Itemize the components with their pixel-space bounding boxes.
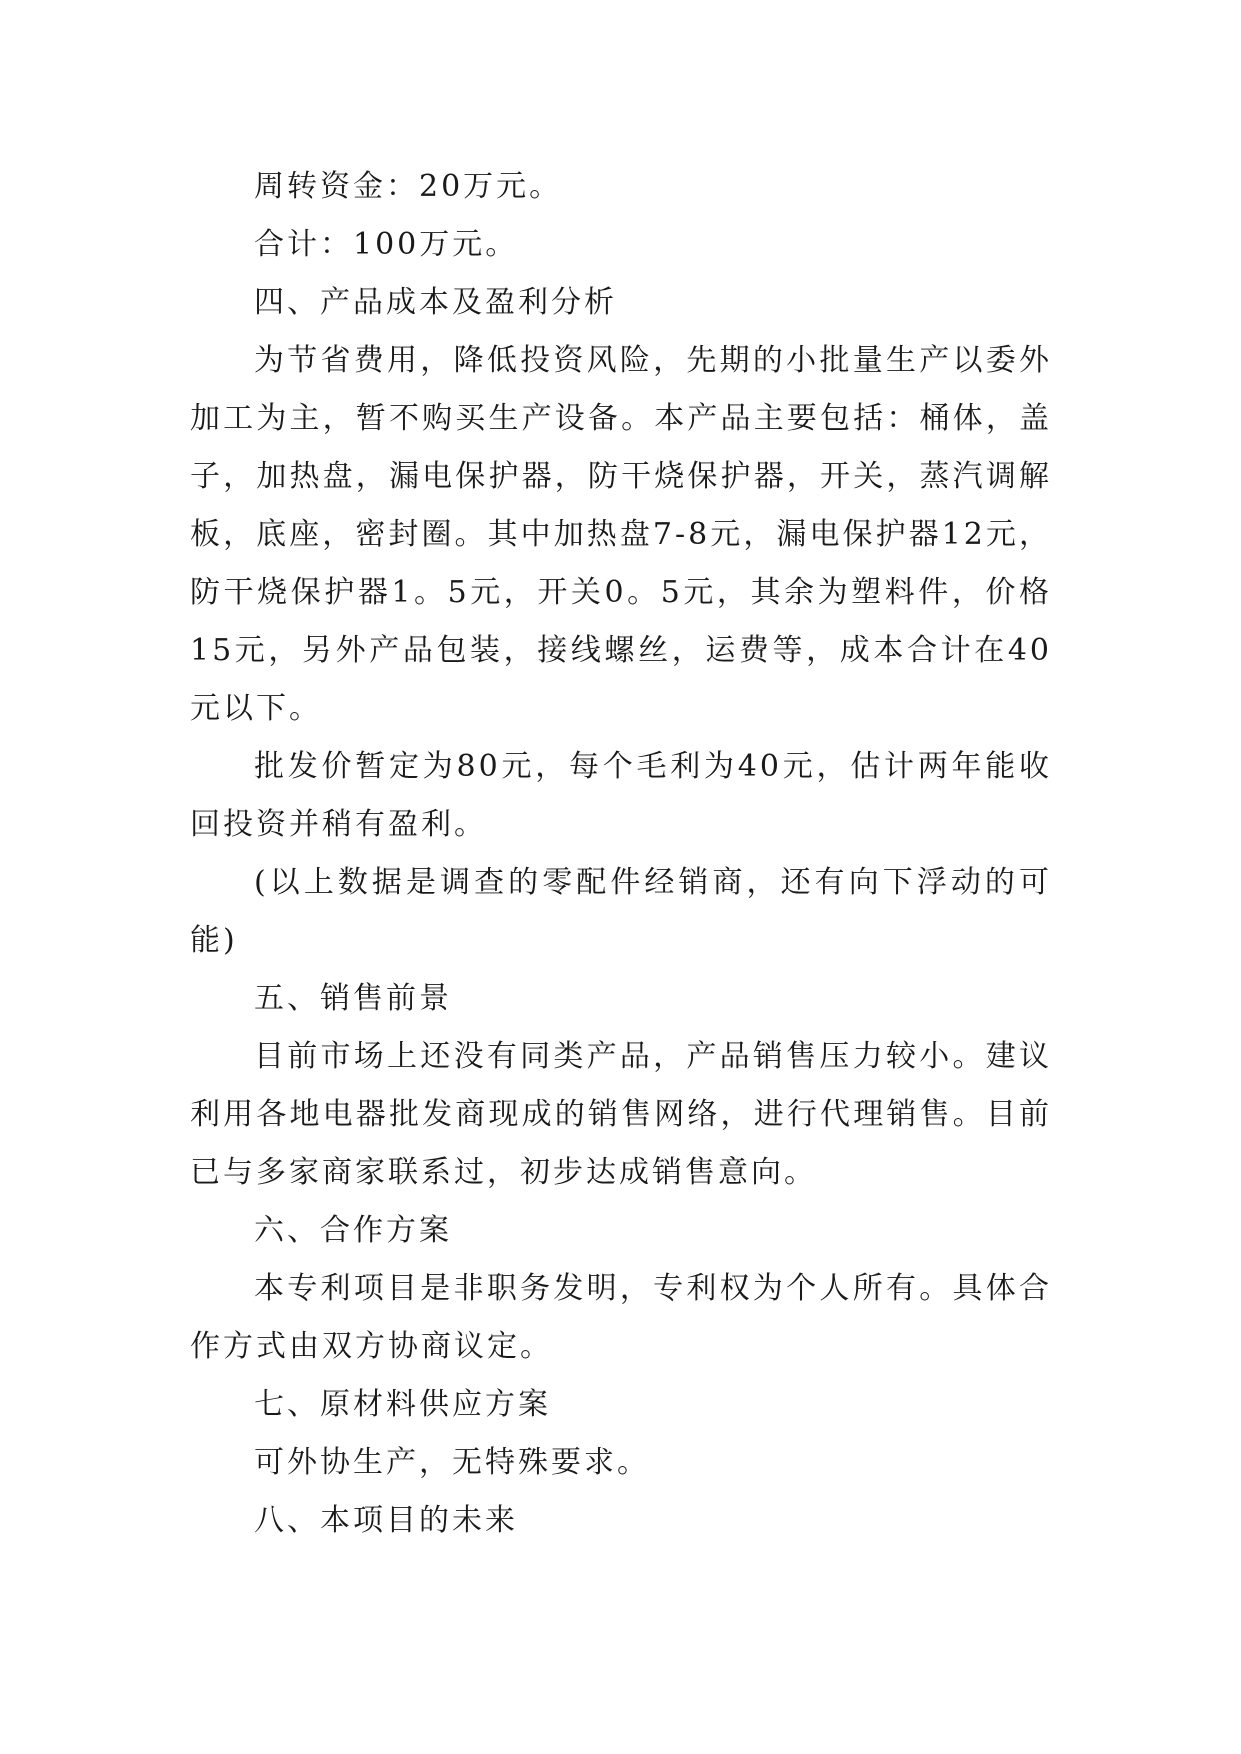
- paragraph-cooperation-plan: 本专利项目是非职务发明，专利权为个人所有。具体合作方式由双方协商议定。: [190, 1271, 1052, 1364]
- paragraph-raw-material-supply: 可外协生产，无特殊要求。: [254, 1445, 650, 1480]
- paragraph-total: 合计：100万元。: [254, 227, 519, 262]
- heading-raw-material-supply: 七、原材料供应方案: [254, 1387, 551, 1422]
- heading-cost-profit-analysis: 四、产品成本及盈利分析: [254, 285, 617, 320]
- paragraph-wholesale-price: 批发价暂定为80元，每个毛利为40元，估计两年能收回投资并稍有盈利。: [190, 749, 1052, 842]
- heading-cooperation-plan: 六、合作方案: [254, 1213, 452, 1248]
- document-body: [190, 158, 1052, 1550]
- paragraph-data-note: (以上数据是调查的零配件经销商，还有向下浮动的可能): [190, 865, 1052, 958]
- heading-project-future: 八、本项目的未来: [254, 1503, 518, 1538]
- heading-sales-prospects: 五、销售前景: [254, 981, 452, 1016]
- paragraph-working-capital: 周转资金：20万元。: [254, 169, 563, 204]
- paragraph-sales-prospects: 目前市场上还没有同类产品，产品销售压力较小。建议利用各地电器批发商现成的销售网络，进行代理销售。目前已与多家商家联系过，初步达成销售意向。: [190, 1039, 1052, 1190]
- paragraph-cost-details: 为节省费用，降低投资风险，先期的小批量生产以委外加工为主，暂不购买生产设备。本产品主要包括：桶体，盖子，加热盘，漏电保护器，防干烧保护器，开关，蒸汽调解板，底座，密封圈。其中加热盘7-8元，漏电保护器12元，防干烧保护器1。5元，开关0。5元，其余为塑料件，价格15元，另外产品包装，接线螺丝，运费等，成本合计在40元以下。: [190, 343, 1052, 726]
